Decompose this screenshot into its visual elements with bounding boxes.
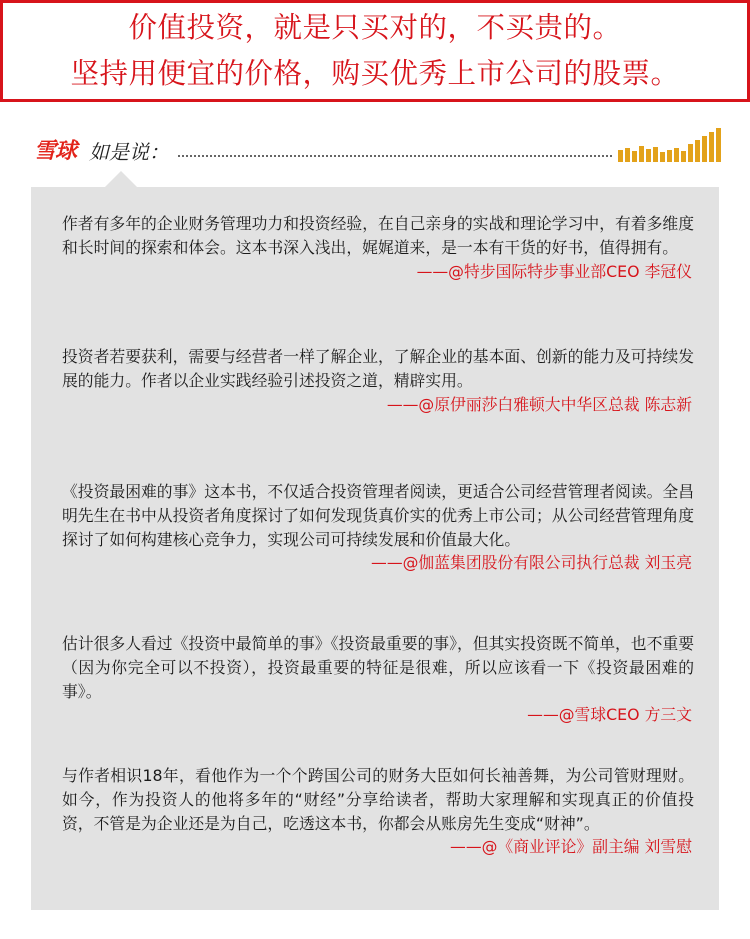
quote-item: [62, 345, 694, 417]
brand-name: 雪球: [34, 139, 77, 164]
quote-item: [62, 212, 694, 284]
quote-attribution: ——@原伊丽莎白雅顿大中华区总裁 陈志新: [386, 394, 692, 414]
headline-banner: [0, 0, 750, 102]
headline-line-1: 价值投资，就是只买对的，不买贵的。: [128, 11, 622, 44]
quote-item: [62, 480, 694, 575]
quote-text: 投资者若要获利，需要与经营者一样了解企业，了解企业的基本面、创新的能力及可持续发展的能力。作者以企业实践经验引述投资之道，精辟实用。: [62, 347, 694, 390]
box-pointer: [104, 171, 138, 188]
quote-attribution: ——@伽蓝集团股份有限公司执行总裁 刘玉亮: [371, 553, 692, 573]
quote-item: [62, 764, 694, 859]
quote-text: 作者有多年的企业财务管理功力和投资经验，在自己亲身的实战和理论学习中，有着多维度和长时间的探索和体会。这本书深入浅出，娓娓道来，是一本有干货的好书，值得拥有。: [62, 214, 694, 257]
headline-line-2: 坚持用便宜的价格，购买优秀上市公司的股票。: [70, 57, 680, 90]
quote-attribution: ——@特步国际特步事业部CEO 李冠仪: [416, 261, 692, 281]
quote-text: 《投资最困难的事》这本书，不仅适合投资管理者阅读，更适合公司经营管理者阅读。全昌明先生在书中从投资者角度探讨了如何发现货真价实的优秀上市公司；从公司经营管理角度探讨了如何构建核心竞争力，实现公司可持续发展和价值最大化。: [62, 482, 694, 549]
dotted-divider: [178, 155, 612, 157]
quote-text: 估计很多人看过《投资中最简单的事》《投资最重要的事》，但其实投资既不简单，也不重要（因为你完全可以不投资），投资最重要的特征是很难，所以应该看一下《投资最困难的事》。: [62, 634, 694, 701]
bar-chart-icon: [618, 128, 722, 162]
quote-attribution: ——@雪球CEO 方三文: [527, 705, 692, 725]
quote-attribution: ——@《商业评论》副主编 刘雪慰: [450, 837, 692, 857]
section-header: [32, 128, 722, 164]
quote-text: 与作者相识18年，看他作为一个个跨国公司的财务大臣如何长袖善舞，为公司管财理财。如今，作为投资人的他将多年的“财经”分享给读者，帮助大家理解和实现真正的价值投资，不管是为企业还是为自己，吃透这本书，你都会从账房先生变成“财神”。: [62, 766, 694, 833]
section-caption: 如是说：: [89, 140, 169, 164]
quote-item: [62, 632, 694, 727]
